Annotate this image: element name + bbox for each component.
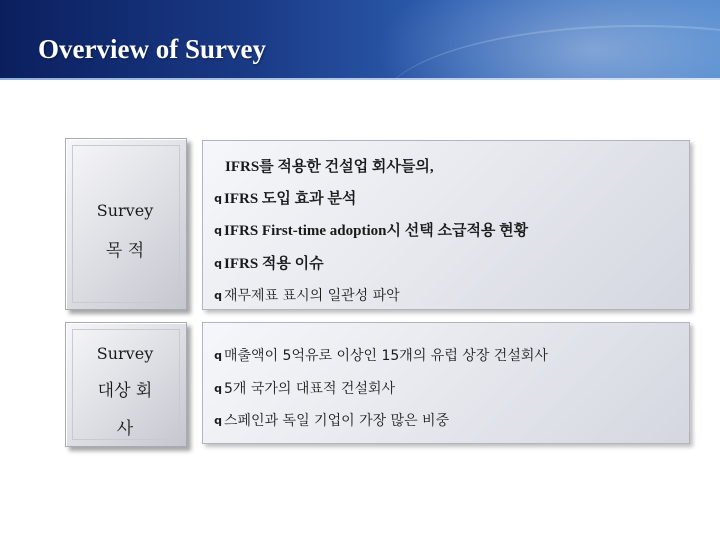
checkbox-bullet-icon: q (214, 349, 222, 362)
page-title: Overview of Survey (38, 34, 266, 64)
checkbox-bullet-icon: q (214, 257, 222, 270)
purpose-item-text: IFRS 도입 효과 분석 (224, 191, 357, 207)
purpose-item-text: IFRS 적용 이슈 (224, 256, 324, 272)
target-label-line1: Survey (96, 344, 154, 363)
purpose-item-text: IFRS First-time adoption시 선택 소급적용 현황 (224, 223, 529, 239)
target-label-line3: 사 (116, 419, 134, 439)
purpose-intro (225, 155, 434, 176)
target-item-text: 매출액이 5억유로 이상인 15개의 유럽 상장 건설회사 (224, 348, 548, 364)
purpose-label-box-inner (72, 145, 180, 303)
target-item-text: 스페인과 독일 기업이 가장 많은 비중 (224, 413, 450, 429)
purpose-label-box (65, 138, 187, 310)
purpose-item (213, 187, 356, 208)
purpose-label-line2: 목 적 (105, 241, 145, 261)
purpose-label-line1: Survey (96, 201, 154, 220)
target-item (213, 378, 395, 398)
purpose-item-text: 재무제표 표시의 일관성 파악 (224, 288, 400, 304)
purpose-intro-text: IFRS를 적용한 건설업 회사들의, (225, 159, 434, 175)
checkbox-bullet-icon: q (214, 382, 222, 395)
checkbox-bullet-icon: q (214, 224, 222, 237)
checkbox-bullet-icon: q (214, 192, 222, 205)
purpose-item (213, 285, 400, 305)
checkbox-bullet-icon: q (214, 414, 222, 427)
target-item (213, 410, 449, 430)
checkbox-bullet-icon: q (214, 289, 222, 302)
header-divider (0, 78, 720, 80)
title-banner (0, 0, 720, 78)
target-item (213, 345, 548, 365)
purpose-item (213, 252, 324, 273)
target-label-line2: 대상 회 (97, 381, 153, 401)
purpose-item (213, 219, 528, 240)
target-item-text: 5개 국가의 대표적 건설회사 (224, 381, 396, 397)
